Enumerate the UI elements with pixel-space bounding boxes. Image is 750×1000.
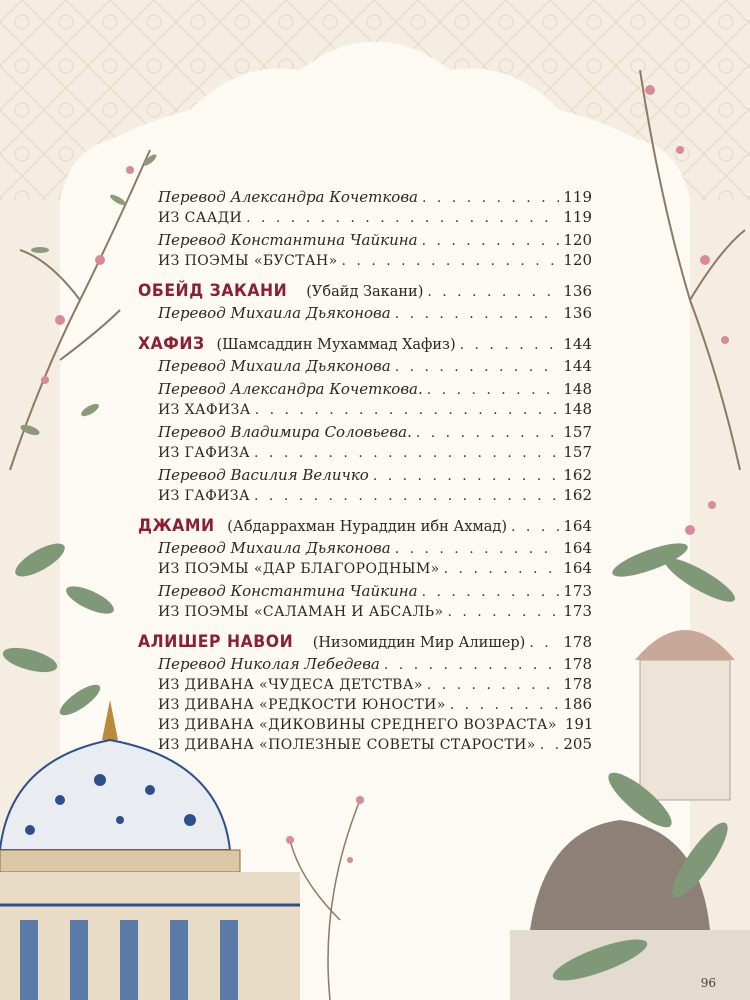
page-ref: 119 [563, 208, 592, 226]
toc-entry-translator [158, 380, 592, 401]
author-full-name: (Низомиддин Мир Алишер) [312, 635, 526, 651]
dot-leader [427, 677, 560, 693]
excerpt-title: ИЗ ПОЭМЫ «ДАР БЛАГОРОДНЫМ» [158, 561, 440, 577]
dot-leader [373, 468, 560, 484]
toc-entry-translator [158, 423, 592, 444]
dot-leader [254, 488, 559, 504]
page-ref: 120 [563, 251, 592, 269]
page-ref: 164 [563, 517, 592, 535]
excerpt-title: ИЗ ДИВАНА «ДИКОВИНЫ СРЕДНЕГО ВОЗРАСТА» [158, 717, 557, 733]
dot-leader [422, 584, 560, 600]
page-ref: 164 [563, 559, 592, 577]
toc-entry-excerpt [158, 695, 592, 716]
toc-entry-translator [158, 539, 592, 560]
page-ref: 173 [563, 582, 592, 600]
dot-leader [342, 253, 560, 269]
toc-entry-excerpt [158, 715, 592, 736]
excerpt-title: ИЗ ДИВАНА «РЕДКОСТИ ЮНОСТИ» [158, 697, 446, 713]
page-ref: 144 [563, 335, 592, 353]
page-ref: 164 [563, 539, 592, 557]
toc-entry-author [138, 516, 592, 537]
toc-entry-excerpt [158, 400, 592, 421]
author-name: ОБЕЙД ЗАКАНИ [138, 281, 288, 301]
toc-entry-author [138, 281, 592, 302]
toc-entry-excerpt [158, 675, 592, 696]
page-ref: 186 [563, 695, 592, 713]
page-ref: 178 [563, 675, 592, 693]
author-name: АЛИШЕР НАВОИ [138, 632, 294, 652]
dot-leader [422, 233, 560, 249]
dot-leader [460, 337, 560, 353]
translator-line: Перевод Александра Кочеткова. [158, 380, 423, 398]
excerpt-title: ИЗ ХАФИЗА [158, 402, 251, 418]
translator-line: Перевод Михаила Дьяконова [158, 539, 391, 557]
author-name: ХАФИЗ [138, 334, 205, 354]
page-number: 96 [700, 976, 716, 990]
page-ref: 144 [563, 357, 592, 375]
dot-leader [416, 425, 559, 441]
dot-leader [395, 359, 560, 375]
toc-entry-excerpt [158, 735, 592, 756]
excerpt-title: ИЗ ГАФИЗА [158, 488, 251, 504]
page-ref: 157 [563, 423, 592, 441]
translator-line: Перевод Владимира Соловьева. [158, 423, 412, 441]
dot-leader [427, 382, 560, 398]
dot-leader [395, 306, 560, 322]
excerpt-title: ИЗ ГАФИЗА [158, 445, 251, 461]
toc-entry-translator [158, 655, 592, 676]
toc-entry-excerpt [158, 443, 592, 464]
toc-entry-author [138, 334, 592, 355]
page-ref: 191 [564, 715, 594, 733]
page-ref: 178 [563, 655, 592, 673]
excerpt-title: ИЗ ПОЭМЫ «БУСТАН» [158, 253, 338, 269]
dot-leader [450, 697, 560, 713]
excerpt-title: ИЗ ДИВАНА «ЧУДЕСА ДЕТСТВА» [158, 677, 423, 693]
page-ref: 119 [563, 188, 592, 206]
translator-line: Перевод Михаила Дьяконова [158, 357, 391, 375]
translator-line: Перевод Николая Лебедева [158, 655, 380, 673]
page-ref: 157 [563, 443, 592, 461]
dot-leader [254, 445, 559, 461]
dot-leader [511, 519, 559, 535]
dot-leader [422, 190, 559, 206]
page-ref: 136 [563, 304, 592, 322]
translator-line: Перевод Константина Чайкина [158, 582, 418, 600]
dot-leader [447, 604, 559, 620]
author-name: ДЖАМИ [138, 516, 215, 536]
toc-entry-author [138, 632, 592, 653]
dot-leader [246, 210, 559, 226]
dot-leader [540, 737, 560, 753]
page-ref: 162 [563, 486, 592, 504]
toc-entry-excerpt [158, 208, 592, 229]
toc-entry-translator [158, 231, 592, 252]
translator-line: Перевод Константина Чайкина [158, 231, 418, 249]
dot-leader [384, 657, 559, 673]
dot-leader [255, 402, 560, 418]
page-ref: 148 [563, 380, 592, 398]
author-full-name: (Убайд Закани) [306, 284, 424, 300]
excerpt-title: ИЗ ДИВАНА «ПОЛЕЗНЫЕ СОВЕТЫ СТАРОСТИ» [158, 737, 536, 753]
author-full-name: (Абдаррахман Нураддин ибн Ахмад) [227, 519, 508, 535]
page-ref: 148 [563, 400, 592, 418]
page-ref: 162 [563, 466, 592, 484]
page-ref: 205 [563, 735, 592, 753]
translator-line: Перевод Михаила Дьяконова [158, 304, 391, 322]
toc-entry-translator [158, 357, 592, 378]
toc-entry-excerpt [158, 602, 592, 623]
page-ref: 120 [563, 231, 592, 249]
toc-entry-excerpt [158, 559, 592, 580]
dot-leader [529, 635, 559, 651]
page-ref: 173 [563, 602, 592, 620]
dot-leader [395, 541, 560, 557]
excerpt-title: ИЗ ПОЭМЫ «САЛАМАН И АБСАЛЬ» [158, 604, 444, 620]
toc-entry-translator [158, 188, 592, 209]
excerpt-title: ИЗ СААДИ [158, 210, 243, 226]
toc-entry-translator [158, 466, 592, 487]
translator-line: Перевод Александра Кочеткова [158, 188, 418, 206]
dot-leader [427, 284, 559, 300]
toc-entry-translator [158, 582, 592, 603]
toc-entry-excerpt [158, 486, 592, 507]
translator-line: Перевод Василия Величко [158, 466, 369, 484]
page-ref: 178 [563, 633, 592, 651]
toc-entry-translator [158, 304, 592, 325]
dot-leader [444, 561, 560, 577]
toc-entry-excerpt [158, 251, 592, 272]
author-full-name: (Шамсаддин Мухаммад Хафиз) [216, 337, 456, 353]
page-ref: 136 [563, 282, 592, 300]
